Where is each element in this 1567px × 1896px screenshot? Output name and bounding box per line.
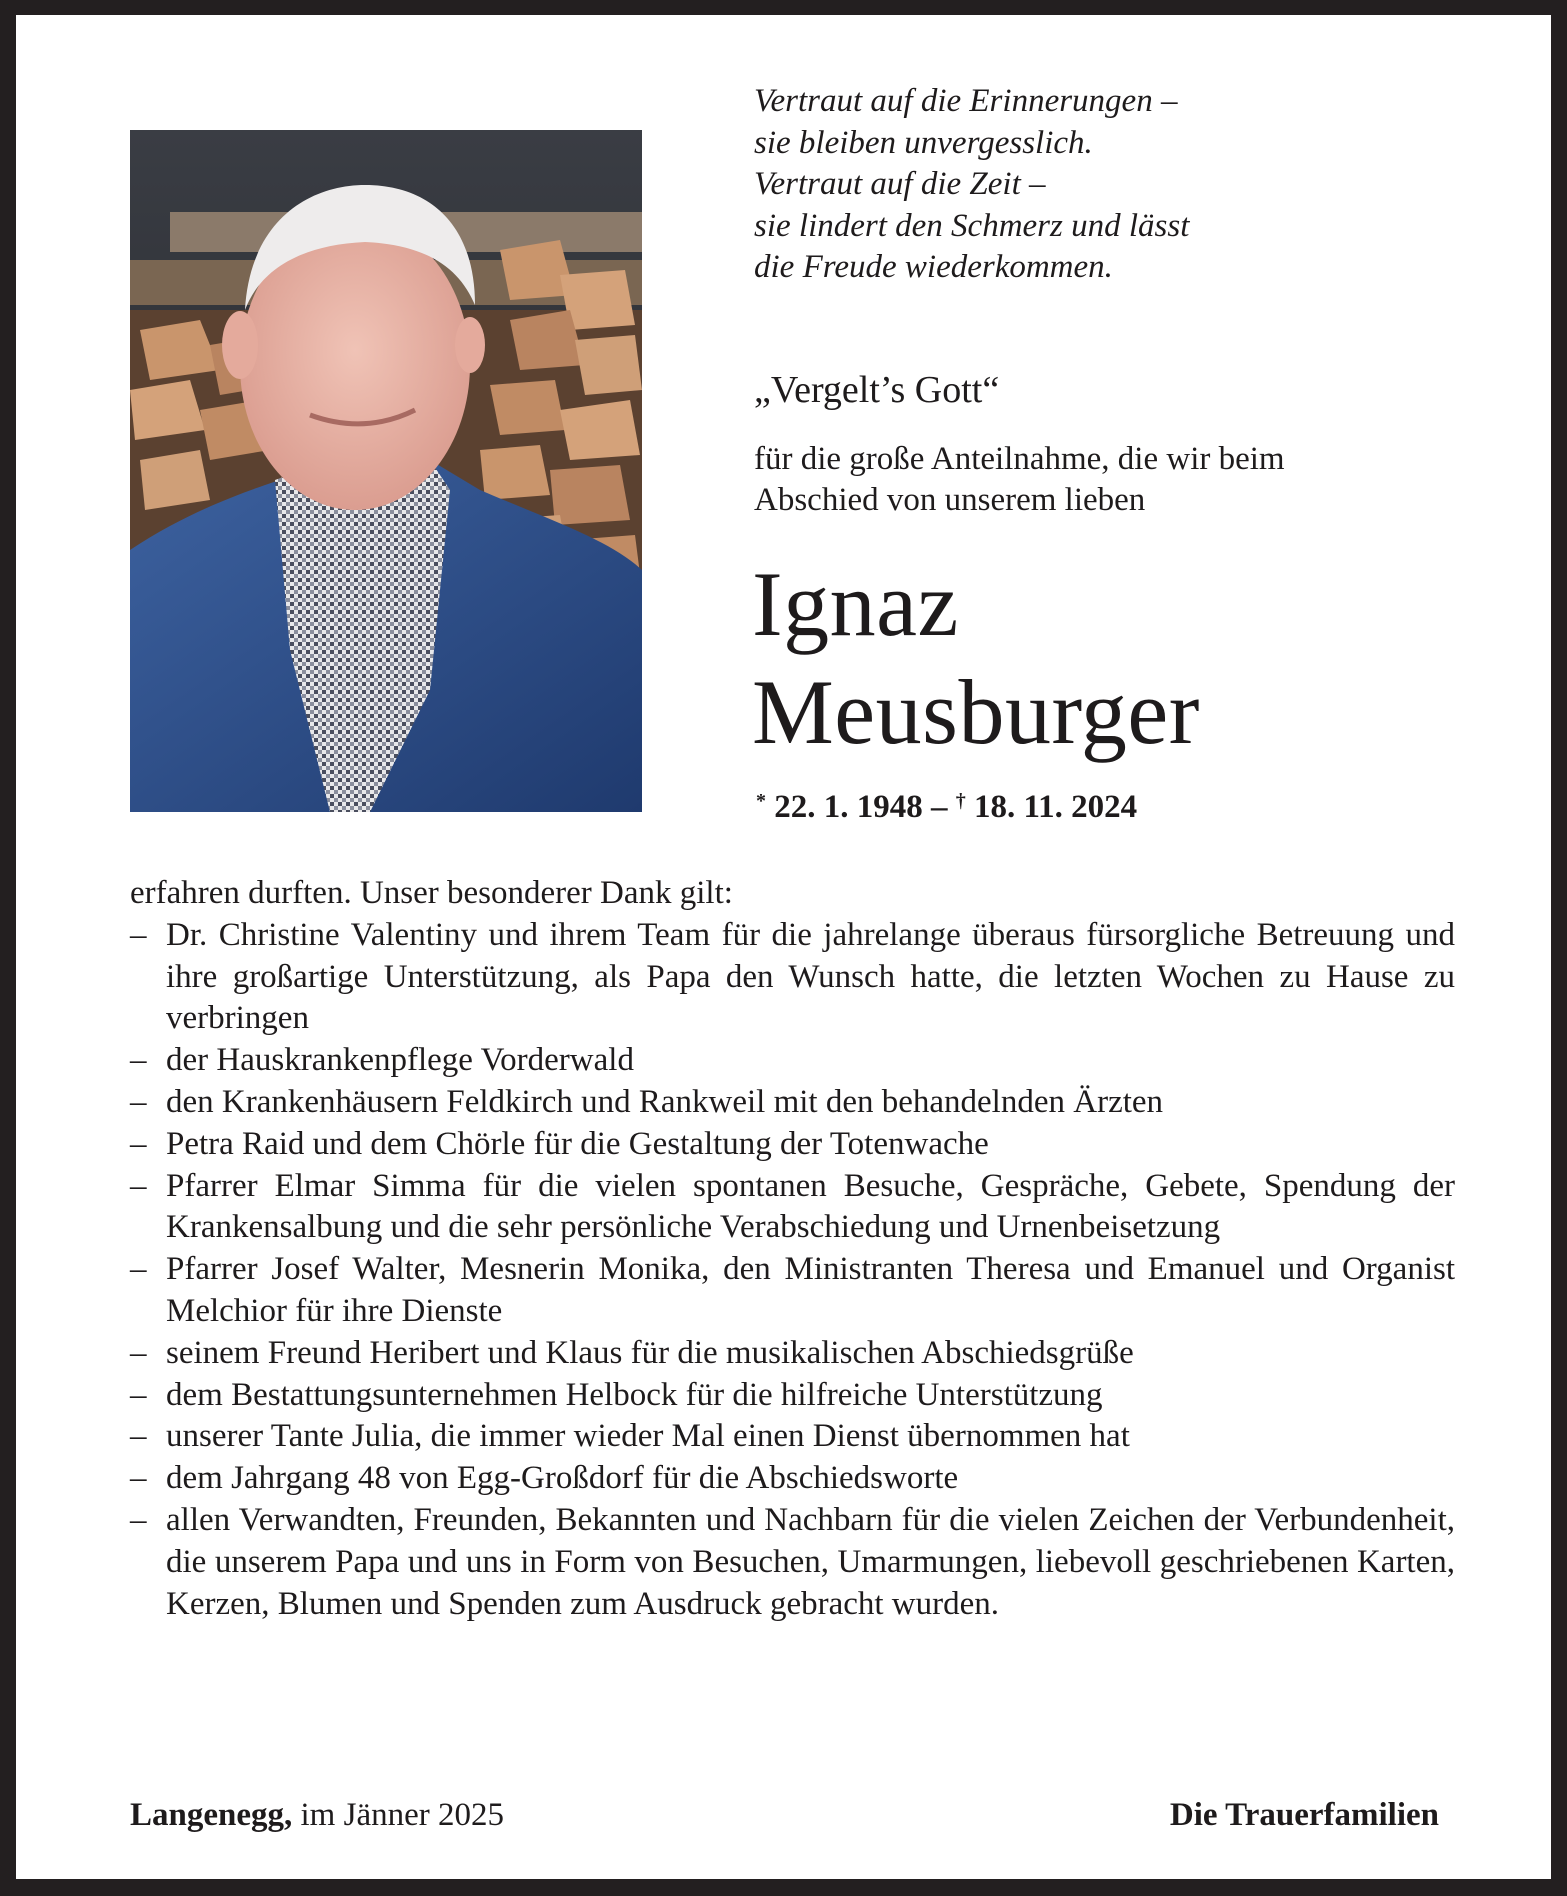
thanks-item <box>130 915 1455 1040</box>
poem-line: sie bleiben unvergesslich. <box>754 124 1093 161</box>
thanks-item-text: Pfarrer Josef Walter, Mesnerin Monika, den Ministranten Theresa und Emanuel und Organist Melchior für ihre Dienste <box>166 1251 1455 1329</box>
first-name: Ignaz <box>752 553 959 655</box>
poem-line: Vertraut auf die Erinnerungen – <box>754 83 1178 119</box>
portrait-photo <box>130 130 642 812</box>
thanks-item-text: Dr. Christine Valentiny und ihrem Team für die jahrelange überaus fürsorgliche Betreuung und ihre großartige Unterstützung, als Papa den Wunsch hatte, die letzten Wochen zu Hause zu verbringen <box>166 916 1455 1037</box>
poem-line: die Freude wiederkommen. <box>754 249 1113 285</box>
thanks-item <box>130 1124 1455 1166</box>
thanks-item <box>130 1082 1455 1124</box>
dash-bullet-icon: – <box>130 1251 147 1288</box>
thanks-heading: „Vergelt’s Gott“ <box>754 369 1000 411</box>
dash-bullet-icon: – <box>130 1125 147 1162</box>
intro-line: für die große Anteilnahme, die wir beim <box>754 441 1285 477</box>
dash-bullet-icon: – <box>130 1083 147 1120</box>
thanks-item-text: seinem Freund Heribert und Klaus für die musikalischen Abschiedsgrüße <box>166 1334 1134 1371</box>
thanks-body <box>130 873 1455 1625</box>
thanks-item <box>130 1500 1455 1625</box>
thanks-item <box>130 1333 1455 1375</box>
thanks-item-text: Pfarrer Elmar Simma für die vielen spontanen Besuche, Gespräche, Gebete, Spendung der Krankensalbung und die sehr persönliche Verabschiedung und Urnenbeisetzung <box>166 1167 1455 1246</box>
thanks-item <box>130 1040 1455 1082</box>
intro-text <box>754 439 1285 521</box>
dash-bullet-icon: – <box>130 1418 147 1455</box>
dash-bullet-icon: – <box>130 1501 147 1538</box>
right-ear <box>455 317 485 373</box>
obituary-notice <box>16 15 1551 1879</box>
death-date: 18. 11. 2024 <box>974 789 1138 825</box>
birth-star-icon: * <box>756 790 766 812</box>
dash-bullet-icon: – <box>130 1167 147 1204</box>
thanks-list <box>130 915 1455 1626</box>
place: Langenegg, <box>130 1797 293 1833</box>
thanks-item-text: Petra Raid und dem Chörle für die Gestaltung der Totenwache <box>166 1125 989 1162</box>
last-name: Meusburger <box>752 661 1200 763</box>
thanks-item <box>130 1416 1455 1458</box>
death-cross-icon: † <box>955 790 966 812</box>
intro-line: Abschied von unserem lieben <box>754 482 1146 518</box>
dash-bullet-icon: – <box>130 1376 147 1413</box>
dash-bullet-icon: – <box>130 1334 147 1371</box>
memorial-poem <box>754 81 1189 289</box>
signature: Die Trauerfamilien <box>1169 1797 1439 1833</box>
birth-date: 22. 1. 1948 <box>774 789 923 825</box>
left-ear <box>222 311 258 379</box>
thanks-item-text: unserer Tante Julia, die immer wieder Mal einen Dienst übernommen hat <box>166 1418 1130 1455</box>
dash-bullet-icon: – <box>130 1460 147 1497</box>
thanks-item-text: der Hauskrankenpflege Vorderwald <box>166 1042 634 1079</box>
dash-bullet-icon: – <box>130 916 147 953</box>
deceased-name <box>752 550 1200 766</box>
thanks-item <box>130 1375 1455 1417</box>
thanks-item-text: den Krankenhäusern Feldkirch und Rankweil mit den behandelnden Ärzten <box>166 1083 1164 1120</box>
thanks-item-text: dem Jahrgang 48 von Egg-Großdorf für die Abschiedsworte <box>166 1460 959 1497</box>
place-and-date <box>130 1795 504 1835</box>
life-dates <box>756 781 1137 827</box>
portrait-illustration <box>130 130 642 812</box>
notice-date: im Jänner 2025 <box>300 1797 504 1833</box>
date-separator: – <box>931 789 948 825</box>
thanks-item <box>130 1249 1455 1333</box>
thanks-item-text: allen Verwandten, Freunden, Bekannten und Nachbarn für die vielen Zeichen der Verbundenheit, die unserem Papa und uns in Form von Besuchen, Umarmungen, liebevoll geschriebenen Karten, Kerzen, Blumen und Spenden zum Ausdruck gebracht wurden. <box>166 1501 1455 1622</box>
thanks-item <box>130 1166 1455 1250</box>
poem-line: Vertraut auf die Zeit – <box>754 166 1046 202</box>
thanks-item <box>130 1458 1455 1500</box>
dash-bullet-icon: – <box>130 1042 147 1079</box>
poem-line: sie lindert den Schmerz und lässt <box>754 207 1190 244</box>
thanks-item-text: dem Bestattungsunternehmen Helbock für die hilfreiche Unterstützung <box>166 1376 1103 1413</box>
body-lead: erfahren durften. Unser besonderer Dank gilt: <box>130 875 733 911</box>
